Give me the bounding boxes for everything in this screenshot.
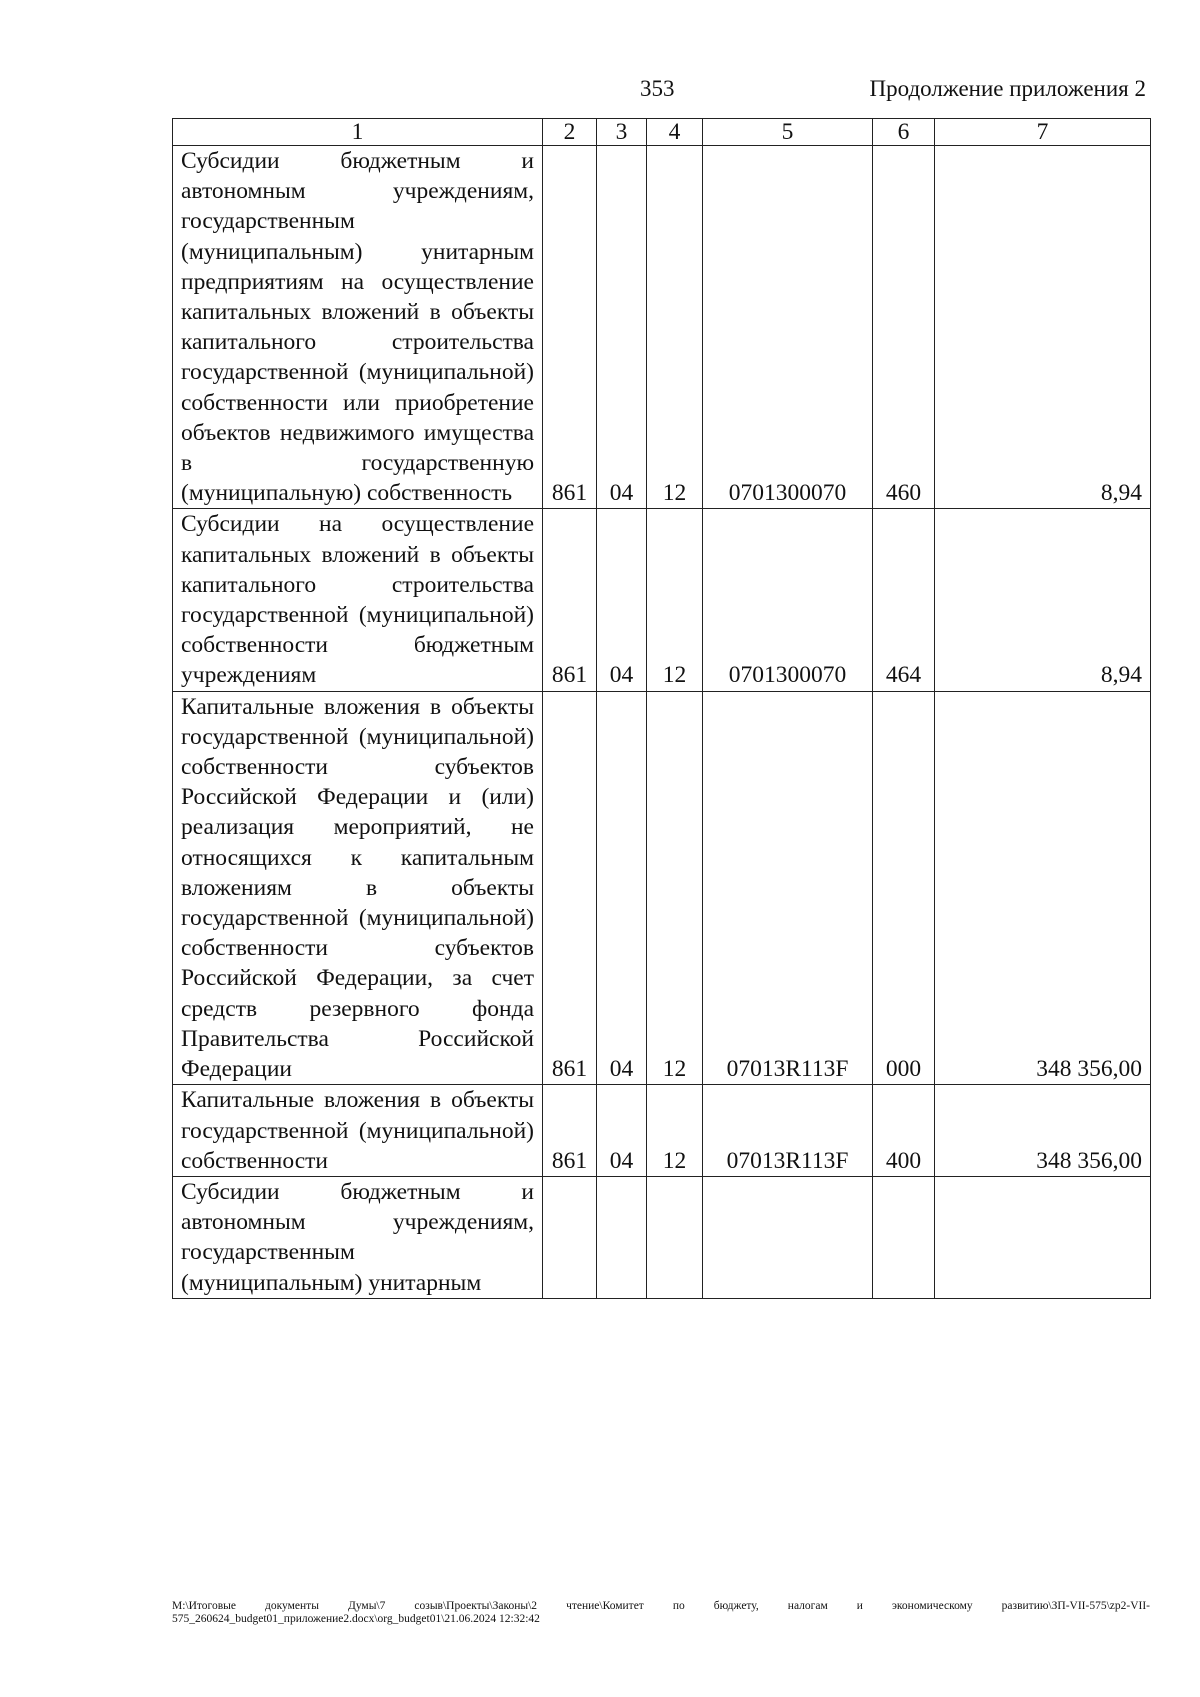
cell-value: 07013R113F (703, 1085, 873, 1177)
column-header: 5 (703, 119, 873, 146)
cell-amount: 8,94 (935, 146, 1151, 509)
cell-value (647, 1176, 703, 1298)
column-header: 6 (873, 119, 935, 146)
cell-value (543, 1176, 597, 1298)
cell-value: 04 (597, 146, 647, 509)
cell-amount: 348 356,00 (935, 1085, 1151, 1177)
cell-value: 861 (543, 509, 597, 691)
cell-value: 400 (873, 1085, 935, 1177)
cell-value: 07013R113F (703, 691, 873, 1085)
column-header: 4 (647, 119, 703, 146)
cell-value: 04 (597, 1085, 647, 1177)
continuation-title: Продолжение приложения 2 (869, 76, 1146, 101)
table-header-row (173, 119, 1151, 146)
cell-value (873, 1176, 935, 1298)
table-row (173, 146, 1151, 509)
cell-value: 12 (647, 146, 703, 509)
page-number: 353 (640, 76, 675, 101)
document-path-footer: M:\Итоговые документы Думы\7 созыв\Проекты\Законы\2 чтение\Комитет по бюджету, налогам и экономическому развитию\ЗП-VII-575\zp2-VII-575_260624_budget01_приложение2.docx\org_budget01\21.06.2024 12:32:42 (172, 1600, 1150, 1625)
cell-value: 12 (647, 509, 703, 691)
row-description: Капитальные вложения в объекты государственной (муниципальной) собственности субъектов Российской Федерации и (или) реализация мероприятий, не относящихся к капитальным вложениям в объекты государственной (муниципальной) собственности субъектов Российской Федерации, за счет средств резервного фонда Правительства Российской Федерации (173, 691, 543, 1085)
row-description: Субсидии на осуществление капитальных вложений в объекты капитального строительства государственной (муниципальной) собственности бюджетным учреждениям (173, 509, 543, 691)
cell-value: 04 (597, 509, 647, 691)
table-row (173, 1176, 1151, 1298)
cell-value: 861 (543, 1085, 597, 1177)
cell-value: 0701300070 (703, 509, 873, 691)
row-description: Субсидии бюджетным и автономным учреждениям, государственным (муниципальным) унитарным (173, 1176, 543, 1298)
row-description: Субсидии бюджетным и автономным учреждениям, государственным (муниципальным) унитарным предприятиям на осуществление капитальных вложений в объекты капитального строительства государственной (муниципальной) собственности или приобретение объектов недвижимого имущества в государственную (муниципальную) собственность (173, 146, 543, 509)
cell-value: 12 (647, 1085, 703, 1177)
cell-value: 04 (597, 691, 647, 1085)
cell-amount (935, 1176, 1151, 1298)
cell-value: 000 (873, 691, 935, 1085)
column-header: 3 (597, 119, 647, 146)
cell-value (703, 1176, 873, 1298)
column-header: 2 (543, 119, 597, 146)
column-header: 1 (173, 119, 543, 146)
cell-amount: 8,94 (935, 509, 1151, 691)
cell-value: 861 (543, 691, 597, 1085)
column-header: 7 (935, 119, 1151, 146)
budget-table (172, 118, 1151, 1299)
cell-value: 460 (873, 146, 935, 509)
cell-value: 0701300070 (703, 146, 873, 509)
cell-value: 12 (647, 691, 703, 1085)
table-row (173, 691, 1151, 1085)
cell-value: 861 (543, 146, 597, 509)
cell-value: 464 (873, 509, 935, 691)
cell-value (597, 1176, 647, 1298)
table-row (173, 509, 1151, 691)
row-description: Капитальные вложения в объекты государственной (муниципальной) собственности (173, 1085, 543, 1177)
table-row (173, 1085, 1151, 1177)
cell-amount: 348 356,00 (935, 691, 1151, 1085)
